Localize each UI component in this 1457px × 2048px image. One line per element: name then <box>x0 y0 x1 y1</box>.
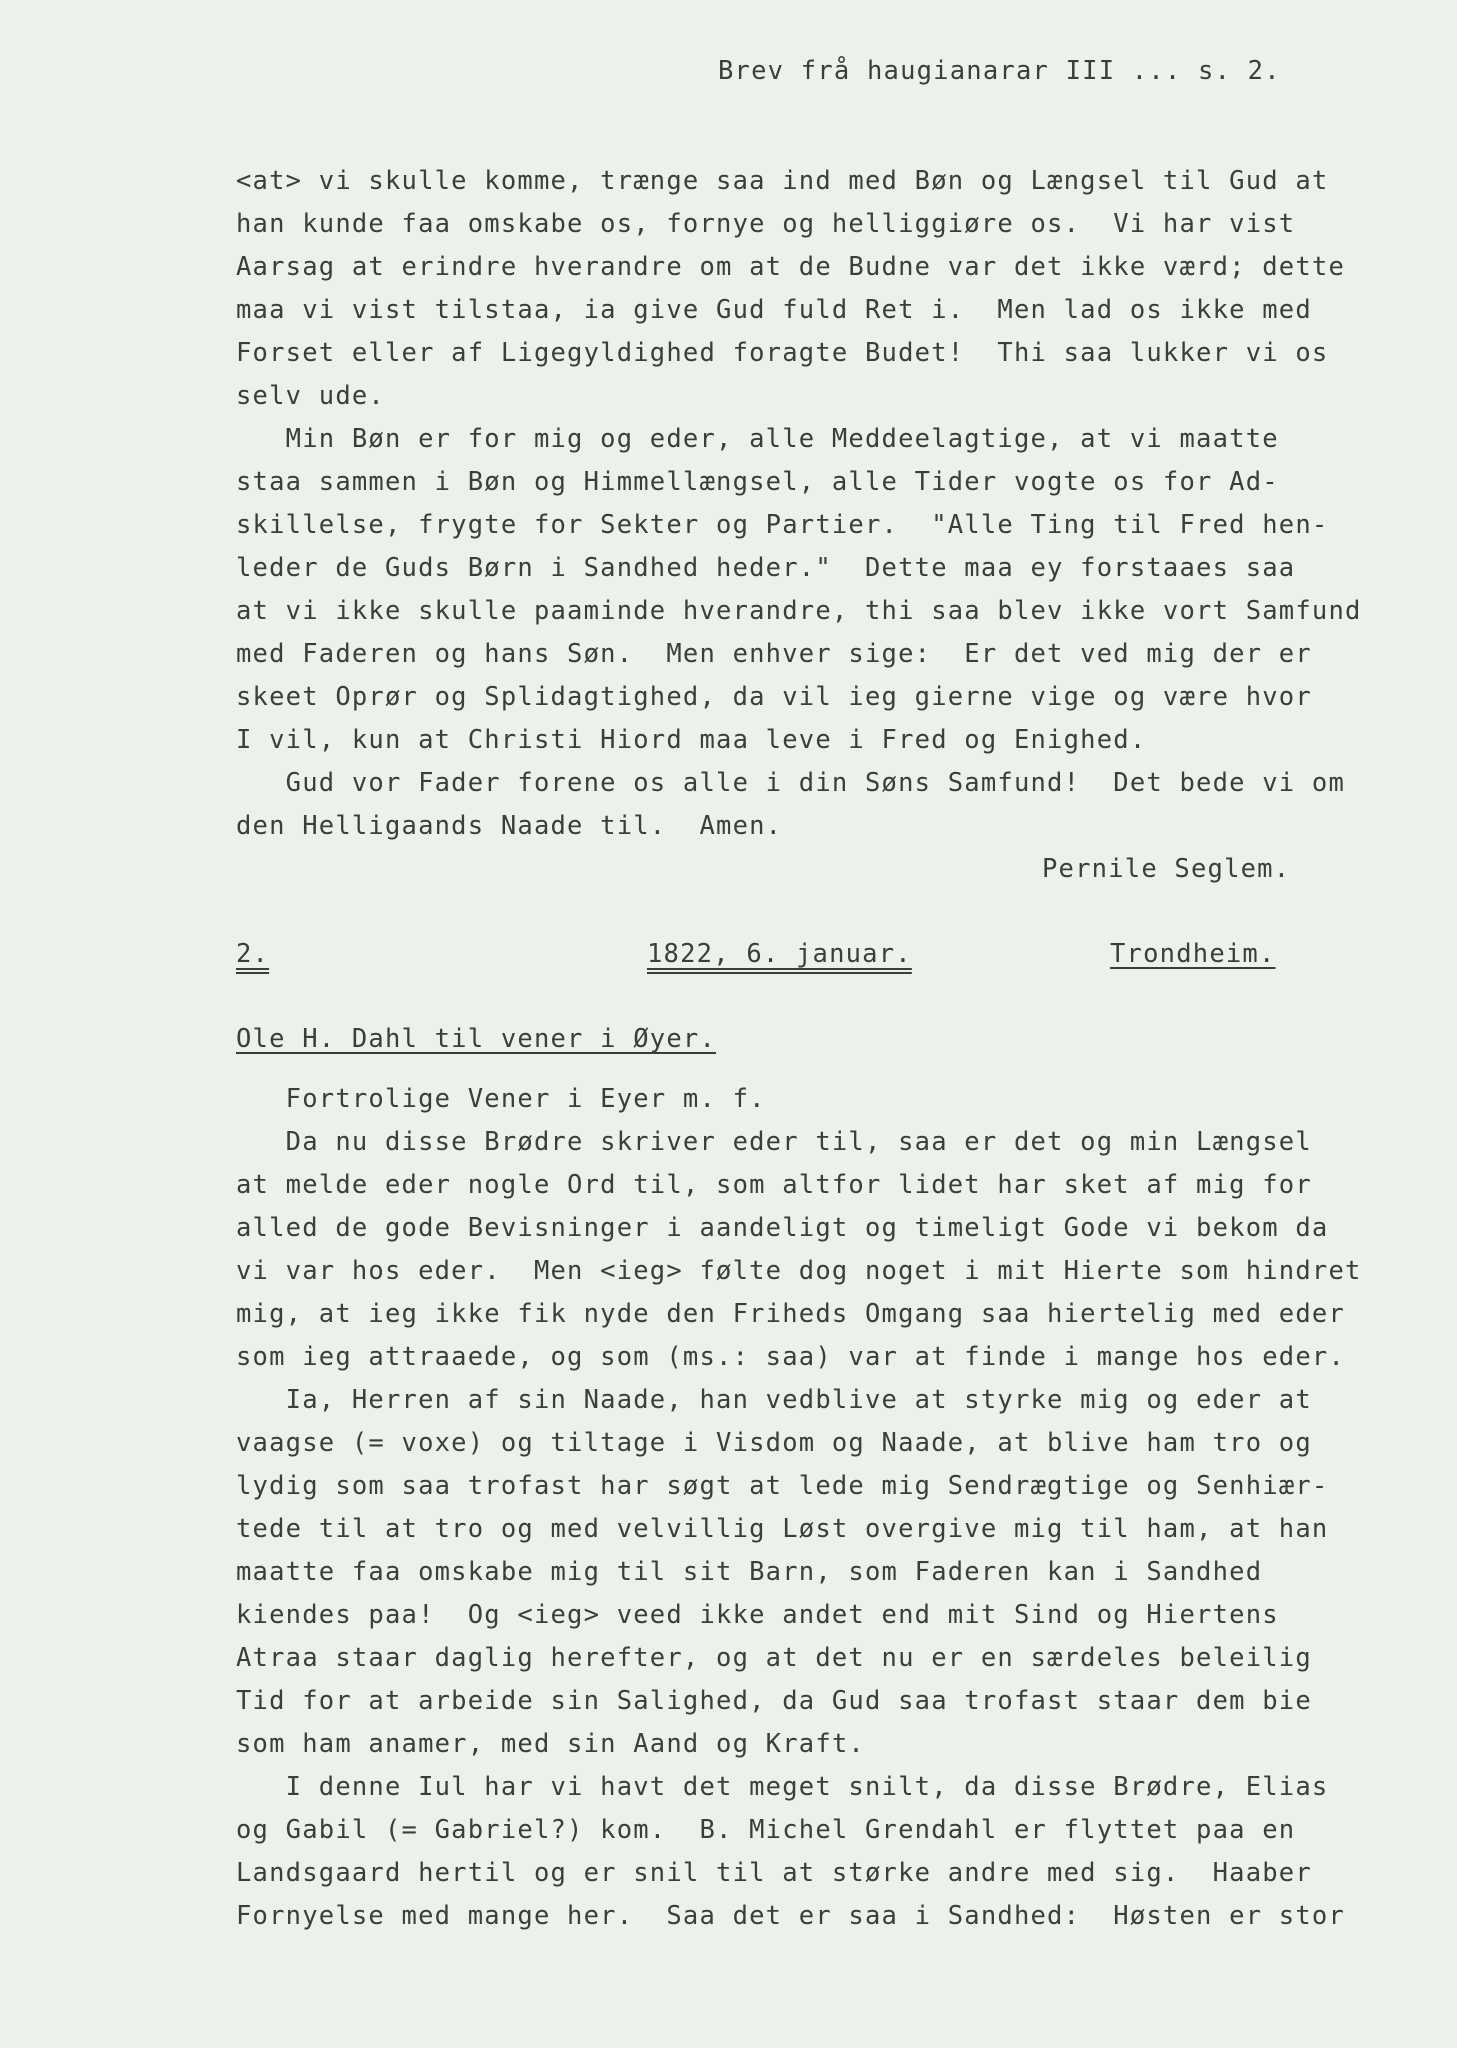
text-line: og Gabil (= Gabriel?) kom. B. Michel Grendahl er flyttet paa en <box>236 1815 1296 1845</box>
text-line: maatte faa omskabe mig til sit Barn, som Faderen kan i Sandhed <box>236 1557 1263 1587</box>
text-line: Tid for at arbeide sin Salighed, da Gud saa trofast staar dem bie <box>236 1686 1312 1716</box>
text-line: som ieg attraaede, og som (ms.: saa) var at finde i mange hos eder. <box>236 1342 1346 1372</box>
text-line: Gud vor Fader forene os alle i din Søns Samfund! Det bede vi om <box>236 768 1346 798</box>
text-line: at melde eder nogle Ord til, som altfor lidet har sket af mig for <box>236 1170 1312 1200</box>
text-line: alled de gode Bevisninger i aandeligt og timeligt Gode vi bekom da <box>236 1213 1329 1243</box>
text-line: skillelse, frygte for Sekter og Partier. "Alle Ting til Fred hen- <box>236 510 1329 540</box>
text-line: han kunde faa omskabe os, fornye og helliggiøre os. Vi har vist <box>236 209 1296 239</box>
signature: Pernile Seglem. <box>1042 854 1291 884</box>
text-line: kiendes paa! Og <ieg> veed ikke andet end mit Sind og Hiertens <box>236 1600 1279 1630</box>
text-line: Ia, Herren af sin Naade, han vedblive at styrke mig og eder at <box>236 1385 1312 1415</box>
text-line: leder de Guds Børn i Sandhed heder." Dette maa ey forstaaes saa <box>236 553 1296 583</box>
text-line: den Helligaands Naade til. Amen. <box>236 811 783 841</box>
text-line: I vil, kun at Christi Hiord maa leve i Fred og Enighed. <box>236 725 1147 755</box>
text-line: Atraa staar daglig herefter, og at det nu er en særdeles beleilig <box>236 1643 1312 1673</box>
text-line: vi var hos eder. Men <ieg> følte dog noget i mit Hierte som hindret <box>236 1256 1362 1286</box>
text-line: med Faderen og hans Søn. Men enhver sige: Er det ved mig der er <box>236 639 1312 669</box>
text-line: staa sammen i Bøn og Himmellængsel, alle Tider vogte os for Ad- <box>236 467 1279 497</box>
text-line: Landsgaard hertil og er snil til at størke andre med sig. Haaber <box>236 1858 1312 1888</box>
text-line: skeet Oprør og Splidagtighed, da vil ieg gierne vige og være hvor <box>236 682 1312 712</box>
letter-number: 2. <box>236 939 270 969</box>
text-line: tede til at tro og med velvillig Løst overgive mig til ham, at han <box>236 1514 1329 1544</box>
text-line: Fortrolige Vener i Eyer m. f. <box>236 1084 766 1114</box>
text-line: Fornyelse med mange her. Saa det er saa i Sandhed: Høsten er stor <box>236 1901 1346 1931</box>
text-line: at vi ikke skulle paaminde hverandre, thi saa blev ikke vort Samfund <box>236 596 1362 626</box>
letter-date: 1822, 6. januar. <box>647 939 912 969</box>
text-line: Forset eller af Ligegyldighed foragte Budet! Thi saa lukker vi os <box>236 338 1329 368</box>
letter-place: Trondheim. <box>1110 939 1276 969</box>
page-header: Brev frå haugianarar III ... s. 2. <box>718 56 1281 86</box>
text-line: Min Bøn er for mig og eder, alle Meddeelagtige, at vi maatte <box>236 424 1279 454</box>
text-line: selv ude. <box>236 381 385 411</box>
text-line: Da nu disse Brødre skriver eder til, saa er det og min Længsel <box>236 1127 1312 1157</box>
text-line: mig, at ieg ikke fik nyde den Friheds Omgang saa hiertelig med eder <box>236 1299 1346 1329</box>
text-line: som ham anamer, med sin Aand og Kraft. <box>236 1729 865 1759</box>
text-line: maa vi vist tilstaa, ia give Gud fuld Ret i. Men lad os ikke med <box>236 295 1312 325</box>
text-line: I denne Iul har vi havt det meget snilt, da disse Brødre, Elias <box>236 1772 1329 1802</box>
text-line: lydig som saa trofast har søgt at lede mig Sendrægtige og Senhiær- <box>236 1471 1329 1501</box>
text-line: <at> vi skulle komme, trænge saa ind med Bøn og Længsel til Gud at <box>236 166 1329 196</box>
text-line: vaagse (= voxe) og tiltage i Visdom og Naade, at blive ham tro og <box>236 1428 1312 1458</box>
letter-title: Ole H. Dahl til vener i Øyer. <box>236 1024 717 1054</box>
text-line: Aarsag at erindre hverandre om at de Budne var det ikke værd; dette <box>236 252 1346 282</box>
